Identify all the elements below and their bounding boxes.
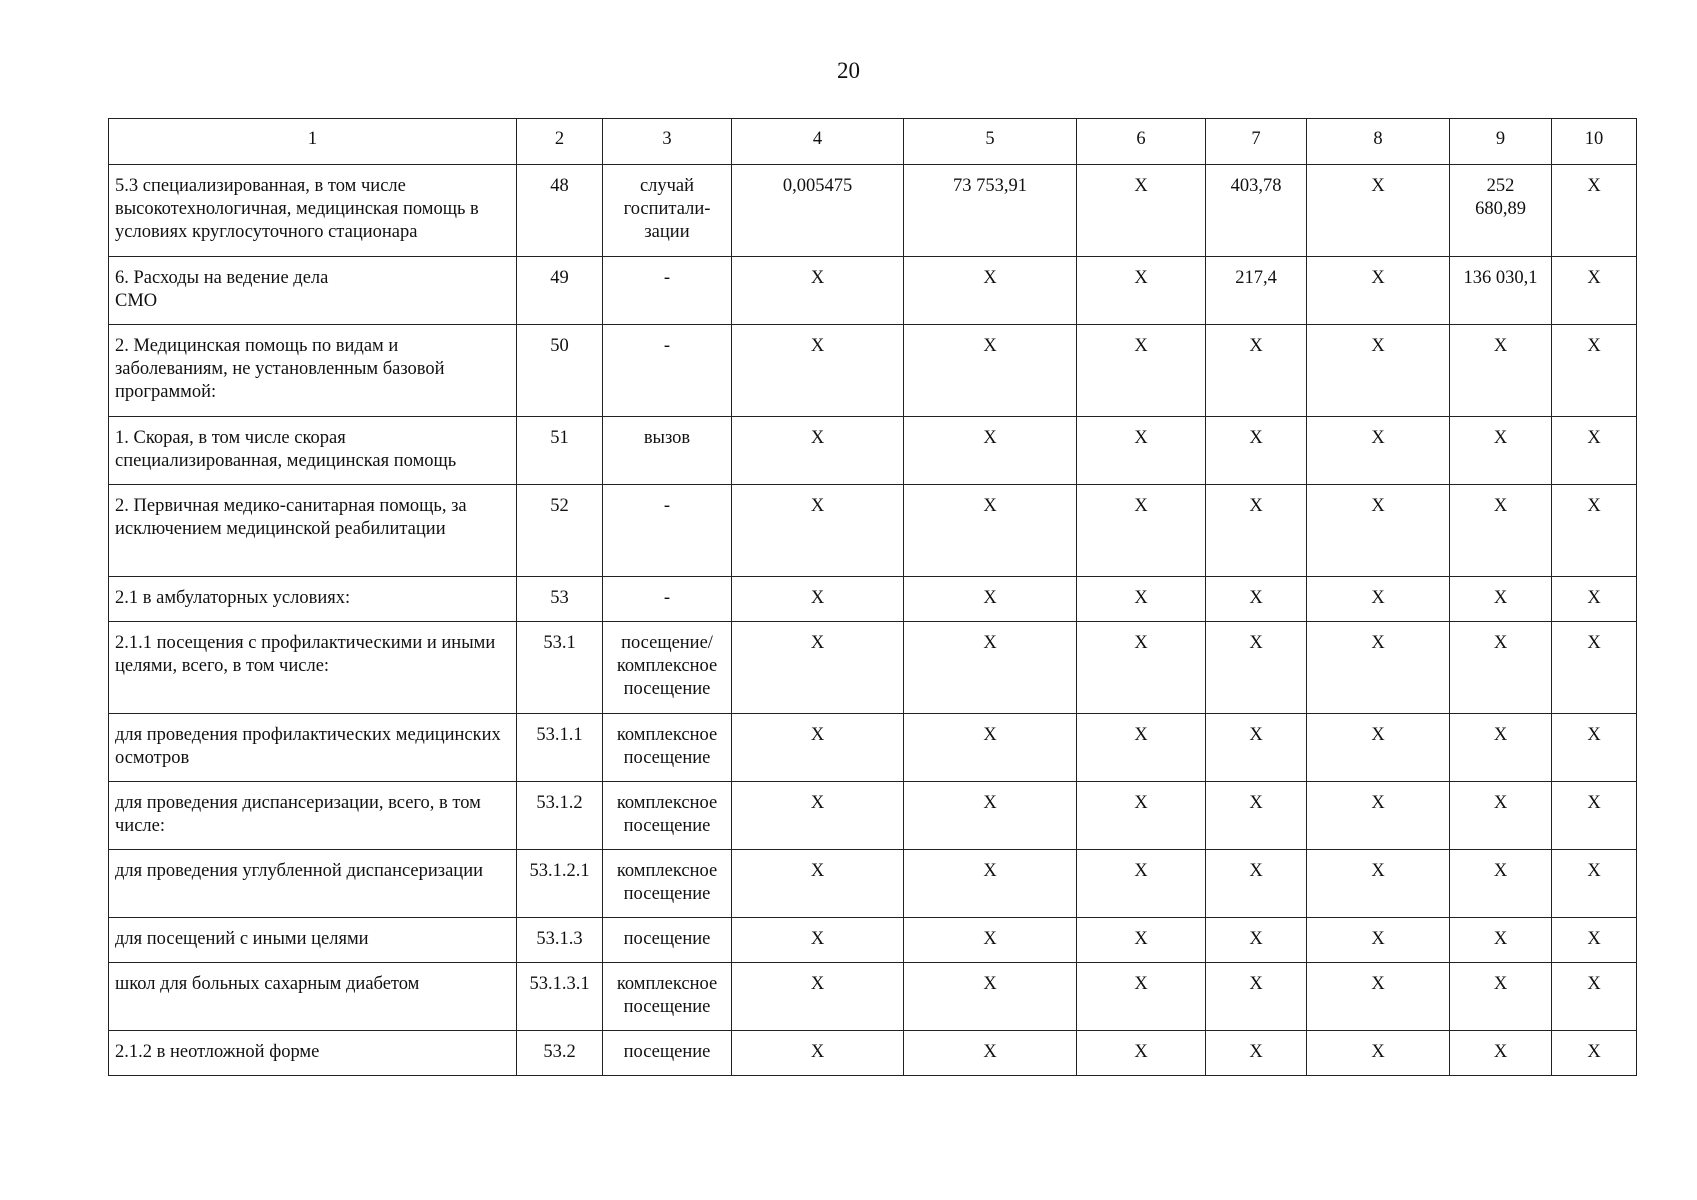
table-row xyxy=(109,918,1637,963)
row-name-cell: 2.1.1 посещения с профилактическими и иными целями, всего, в том числе: xyxy=(109,622,517,714)
table-cell: Х xyxy=(904,325,1077,417)
table-cell: Х xyxy=(1077,850,1206,918)
table-cell: Х xyxy=(1307,417,1450,485)
table-cell: посещение xyxy=(603,1031,732,1076)
row-name-cell: школ для больных сахарным диабетом xyxy=(109,963,517,1031)
table-cell: Х xyxy=(1077,918,1206,963)
table-cell: Х xyxy=(1206,577,1307,622)
tariff-table xyxy=(108,118,1637,1076)
table-cell: Х xyxy=(732,325,904,417)
table-cell: Х xyxy=(1206,1031,1307,1076)
table-row xyxy=(109,417,1637,485)
table-cell: Х xyxy=(1450,577,1552,622)
row-name-cell: 2. Первичная медико-санитарная помощь, за исключением медицинской реабилитации xyxy=(109,485,517,577)
table-cell: Х xyxy=(1307,782,1450,850)
table-cell: Х xyxy=(732,714,904,782)
row-name-cell: 2.1.2 в неотложной форме xyxy=(109,1031,517,1076)
table-cell: 52 xyxy=(517,485,603,577)
table-cell: Х xyxy=(1077,622,1206,714)
table-cell: Х xyxy=(1552,1031,1637,1076)
table-cell: Х xyxy=(1552,622,1637,714)
table-cell: Х xyxy=(1077,485,1206,577)
table-cell: Х xyxy=(1307,325,1450,417)
table-cell: Х xyxy=(1206,918,1307,963)
table-cell: Х xyxy=(1307,1031,1450,1076)
table-cell: Х xyxy=(1077,963,1206,1031)
header-cell: 1 xyxy=(109,119,517,165)
header-cell: 8 xyxy=(1307,119,1450,165)
table-cell: Х xyxy=(1077,714,1206,782)
table-cell: 252 680,89 xyxy=(1450,165,1552,257)
table-cell: Х xyxy=(1552,257,1637,325)
table-cell: Х xyxy=(1450,1031,1552,1076)
header-cell: 9 xyxy=(1450,119,1552,165)
table-cell: Х xyxy=(904,714,1077,782)
table-cell: Х xyxy=(1552,963,1637,1031)
table-cell: Х xyxy=(1450,417,1552,485)
table-cell: Х xyxy=(1077,325,1206,417)
table-cell: случай госпитали-зации xyxy=(603,165,732,257)
row-name-cell: 6. Расходы на ведение дела СМО xyxy=(109,257,517,325)
table-row xyxy=(109,165,1637,257)
table-cell: Х xyxy=(1206,850,1307,918)
table-cell: Х xyxy=(1307,257,1450,325)
table-cell: комплексное посещение xyxy=(603,714,732,782)
table-cell: Х xyxy=(1077,577,1206,622)
table-cell: Х xyxy=(732,257,904,325)
table-cell: Х xyxy=(1077,1031,1206,1076)
table-cell: 217,4 xyxy=(1206,257,1307,325)
table-cell: - xyxy=(603,325,732,417)
table-cell: Х xyxy=(1552,417,1637,485)
header-cell: 2 xyxy=(517,119,603,165)
table-cell: Х xyxy=(1450,918,1552,963)
table-cell: посещение/ комплексное посещение xyxy=(603,622,732,714)
row-name-cell: 2.1 в амбулаторных условиях: xyxy=(109,577,517,622)
table-cell: Х xyxy=(904,485,1077,577)
table-cell: Х xyxy=(732,485,904,577)
table-cell: Х xyxy=(1206,622,1307,714)
table-cell: Х xyxy=(732,417,904,485)
row-name-cell: для проведения профилактических медицинских осмотров xyxy=(109,714,517,782)
table-cell: Х xyxy=(904,963,1077,1031)
table-cell: Х xyxy=(732,782,904,850)
table-cell: комплексное посещение xyxy=(603,963,732,1031)
table-cell: Х xyxy=(1450,325,1552,417)
table-cell: Х xyxy=(1206,485,1307,577)
table-cell: Х xyxy=(1552,782,1637,850)
table-cell: 49 xyxy=(517,257,603,325)
table-cell: 0,005475 xyxy=(732,165,904,257)
table-cell: Х xyxy=(1206,325,1307,417)
table-cell: Х xyxy=(732,622,904,714)
row-name-cell: 2. Медицинская помощь по видам и заболеваниям, не установленным базовой программой: xyxy=(109,325,517,417)
table-cell: Х xyxy=(904,918,1077,963)
table-row xyxy=(109,963,1637,1031)
header-cell: 7 xyxy=(1206,119,1307,165)
table-cell: 53 xyxy=(517,577,603,622)
header-cell: 6 xyxy=(1077,119,1206,165)
table-cell: 51 xyxy=(517,417,603,485)
table-row xyxy=(109,325,1637,417)
table-cell: Х xyxy=(1307,850,1450,918)
row-name-cell: для проведения углубленной диспансеризации xyxy=(109,850,517,918)
table-cell: 53.1 xyxy=(517,622,603,714)
table-cell: Х xyxy=(1206,782,1307,850)
table-cell: Х xyxy=(1552,850,1637,918)
row-name-cell: для посещений с иными целями xyxy=(109,918,517,963)
table-cell: Х xyxy=(904,850,1077,918)
table-cell: Х xyxy=(1307,165,1450,257)
table-cell: 403,78 xyxy=(1206,165,1307,257)
table-cell: Х xyxy=(732,577,904,622)
table-cell: 50 xyxy=(517,325,603,417)
table-row xyxy=(109,622,1637,714)
table-cell: Х xyxy=(1206,714,1307,782)
header-row xyxy=(109,119,1637,165)
table-cell: 136 030,1 xyxy=(1450,257,1552,325)
table-cell: Х xyxy=(904,257,1077,325)
table-cell: Х xyxy=(1552,485,1637,577)
table-cell: 53.1.3.1 xyxy=(517,963,603,1031)
table-row xyxy=(109,1031,1637,1076)
row-name-cell: 5.3 специализированная, в том числе высокотехнологичная, медицинская помощь в условиях круглосуточного стационара xyxy=(109,165,517,257)
table-cell: Х xyxy=(1307,714,1450,782)
table-cell: комплексное посещение xyxy=(603,850,732,918)
table-cell: Х xyxy=(1307,577,1450,622)
page-number: 20 xyxy=(837,58,860,83)
table-row xyxy=(109,850,1637,918)
table-cell: Х xyxy=(904,622,1077,714)
table-row xyxy=(109,577,1637,622)
table-cell: 53.1.2 xyxy=(517,782,603,850)
table-cell: Х xyxy=(1077,417,1206,485)
table-cell: Х xyxy=(1307,918,1450,963)
table-row xyxy=(109,485,1637,577)
table-cell: Х xyxy=(1206,417,1307,485)
table-cell: Х xyxy=(904,782,1077,850)
table-cell: 48 xyxy=(517,165,603,257)
table-cell: Х xyxy=(1206,963,1307,1031)
table-cell: вызов xyxy=(603,417,732,485)
table-cell: Х xyxy=(1552,577,1637,622)
table-cell: - xyxy=(603,577,732,622)
table-cell: 53.2 xyxy=(517,1031,603,1076)
table-cell: Х xyxy=(1450,782,1552,850)
table-cell: Х xyxy=(732,963,904,1031)
table-cell: посещение xyxy=(603,918,732,963)
table-cell: комплексное посещение xyxy=(603,782,732,850)
table-cell: Х xyxy=(1077,782,1206,850)
table-row xyxy=(109,782,1637,850)
table-cell: Х xyxy=(1077,257,1206,325)
table-cell: Х xyxy=(1450,485,1552,577)
table-cell: 53.1.2.1 xyxy=(517,850,603,918)
table-cell: Х xyxy=(1450,622,1552,714)
table-cell: Х xyxy=(1450,714,1552,782)
table-cell: Х xyxy=(1552,918,1637,963)
table-cell: Х xyxy=(1077,165,1206,257)
table-cell: 53.1.1 xyxy=(517,714,603,782)
header-cell: 5 xyxy=(904,119,1077,165)
table-cell: Х xyxy=(732,918,904,963)
table-cell: Х xyxy=(904,577,1077,622)
header-cell: 4 xyxy=(732,119,904,165)
table-cell: Х xyxy=(1307,963,1450,1031)
table-cell: Х xyxy=(1307,485,1450,577)
table-cell: 73 753,91 xyxy=(904,165,1077,257)
table-cell: Х xyxy=(1450,963,1552,1031)
table-cell: Х xyxy=(1307,622,1450,714)
row-name-cell: 1. Скорая, в том числе скорая специализированная, медицинская помощь xyxy=(109,417,517,485)
table-cell: Х xyxy=(1552,165,1637,257)
row-name-cell: для проведения диспансеризации, всего, в том числе: xyxy=(109,782,517,850)
table-row xyxy=(109,714,1637,782)
table-body xyxy=(109,119,1637,1076)
table-cell: Х xyxy=(732,850,904,918)
table-cell: 53.1.3 xyxy=(517,918,603,963)
table-row xyxy=(109,257,1637,325)
table-cell: Х xyxy=(1552,714,1637,782)
header-cell: 10 xyxy=(1552,119,1637,165)
table-cell: - xyxy=(603,485,732,577)
table-cell: Х xyxy=(1450,850,1552,918)
table-cell: - xyxy=(603,257,732,325)
table-cell: Х xyxy=(904,417,1077,485)
table-cell: Х xyxy=(1552,325,1637,417)
header-cell: 3 xyxy=(603,119,732,165)
table-cell: Х xyxy=(904,1031,1077,1076)
table-cell: Х xyxy=(732,1031,904,1076)
